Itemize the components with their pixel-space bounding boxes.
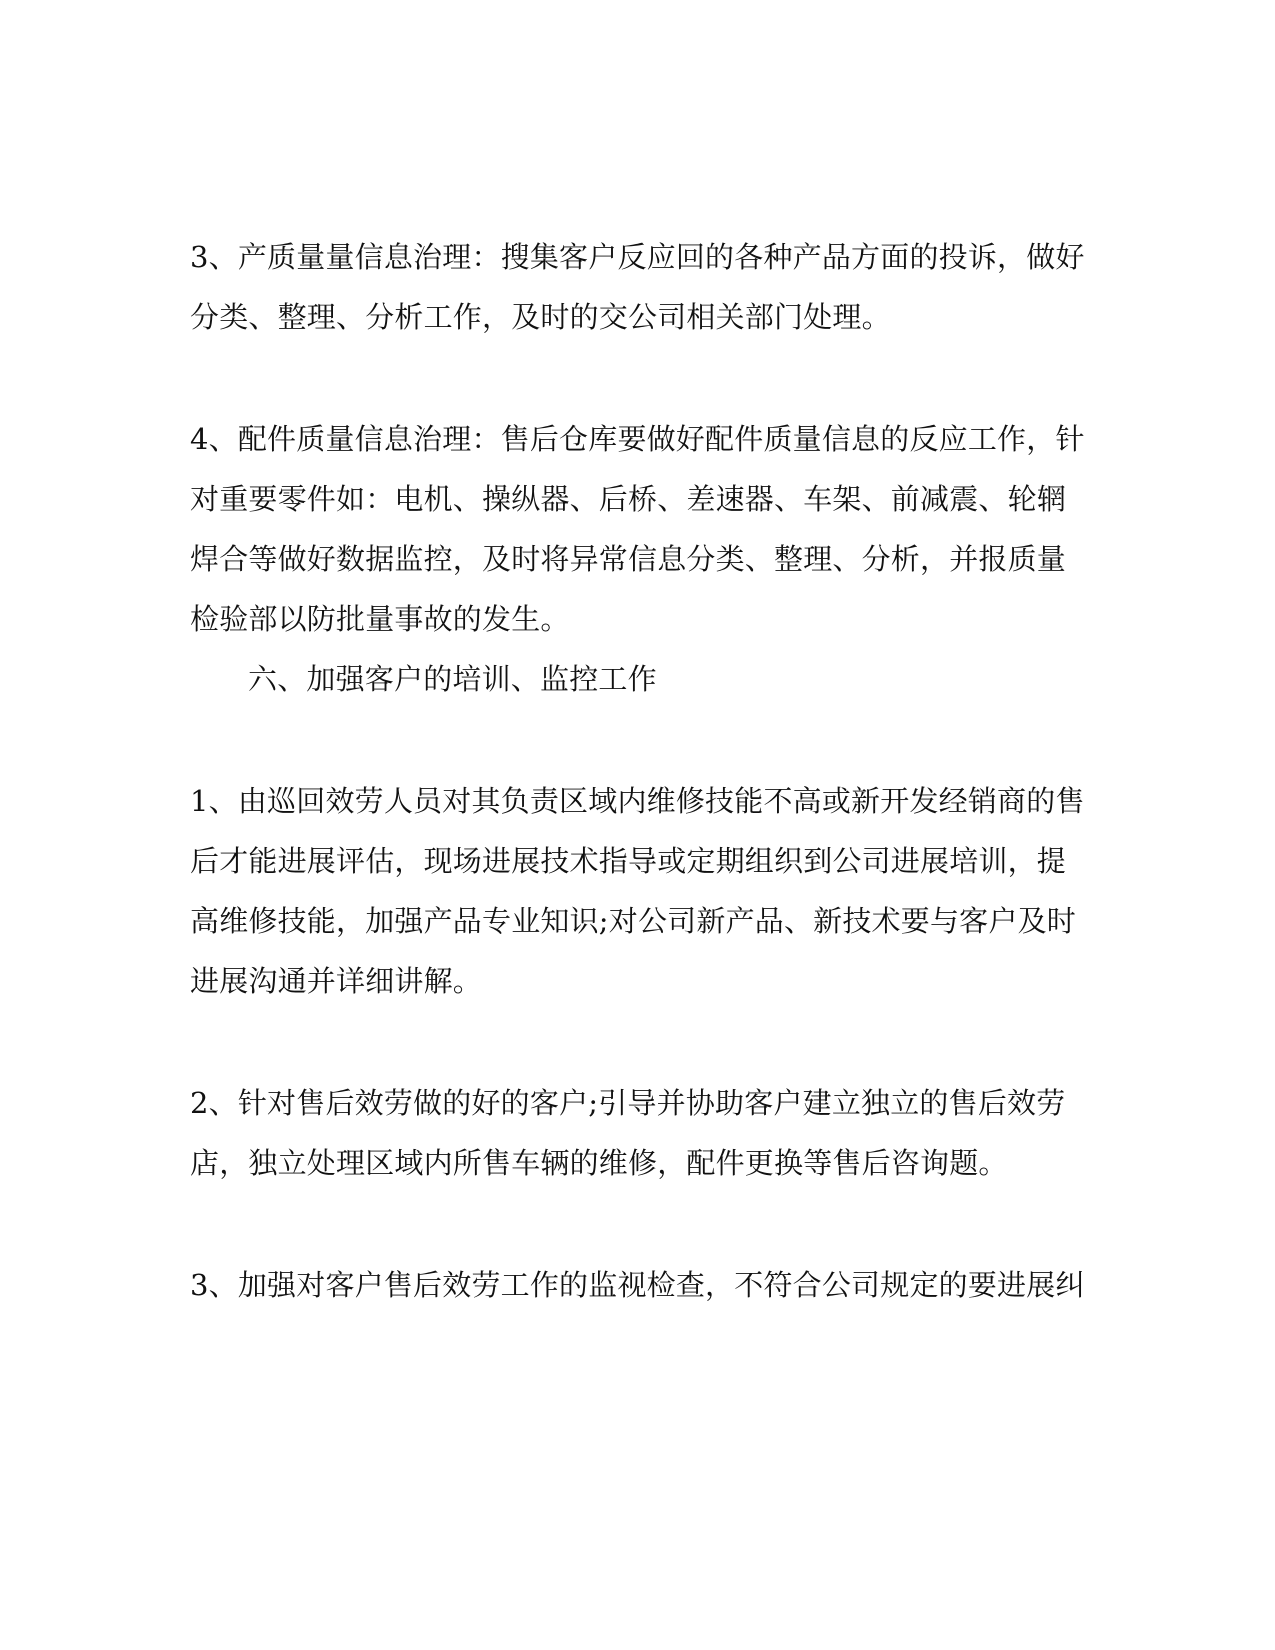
item-2-line-2: 店，独立处理区域内所售车辆的维修，配件更换等售后咨询题。 <box>190 1146 1008 1180</box>
paragraph-4-line-1: 4、配件质量信息治理：售后仓库要做好配件质量信息的反应工作，针 <box>190 422 1085 456</box>
item-2-line-1: 2、针对售后效劳做的好的客户;引导并协助客户建立独立的售后效劳 <box>190 1086 1066 1120</box>
item-3-line-1: 3、加强对客户售后效劳工作的监视检查，不符合公司规定的要进展纠 <box>190 1268 1085 1302</box>
paragraph-4-line-4: 检验部以防批量事故的发生。 <box>190 602 570 636</box>
paragraph-3-line-2: 分类、整理、分析工作，及时的交公司相关部门处理。 <box>190 300 891 334</box>
paragraph-3-line-1: 3、产质量量信息治理：搜集客户反应回的各种产品方面的投诉，做好 <box>190 240 1085 274</box>
item-1-line-1: 1、由巡回效劳人员对其负责区域内维修技能不高或新开发经销商的售 <box>190 784 1085 818</box>
paragraph-4-line-2: 对重要零件如：电机、操纵器、后桥、差速器、车架、前减震、轮辋 <box>190 482 1067 516</box>
paragraph-4-line-3: 焊合等做好数据监控，及时将异常信息分类、整理、分析，并报质量 <box>190 542 1067 576</box>
item-1-line-2: 后才能进展评估，现场进展技术指导或定期组织到公司进展培训，提 <box>190 844 1067 878</box>
section-heading-6: 六、加强客户的培训、监控工作 <box>248 662 657 696</box>
item-1-line-3: 高维修技能，加强产品专业知识;对公司新产品、新技术要与客户及时 <box>190 904 1076 938</box>
item-1-line-4: 进展沟通并详细讲解。 <box>190 964 483 998</box>
